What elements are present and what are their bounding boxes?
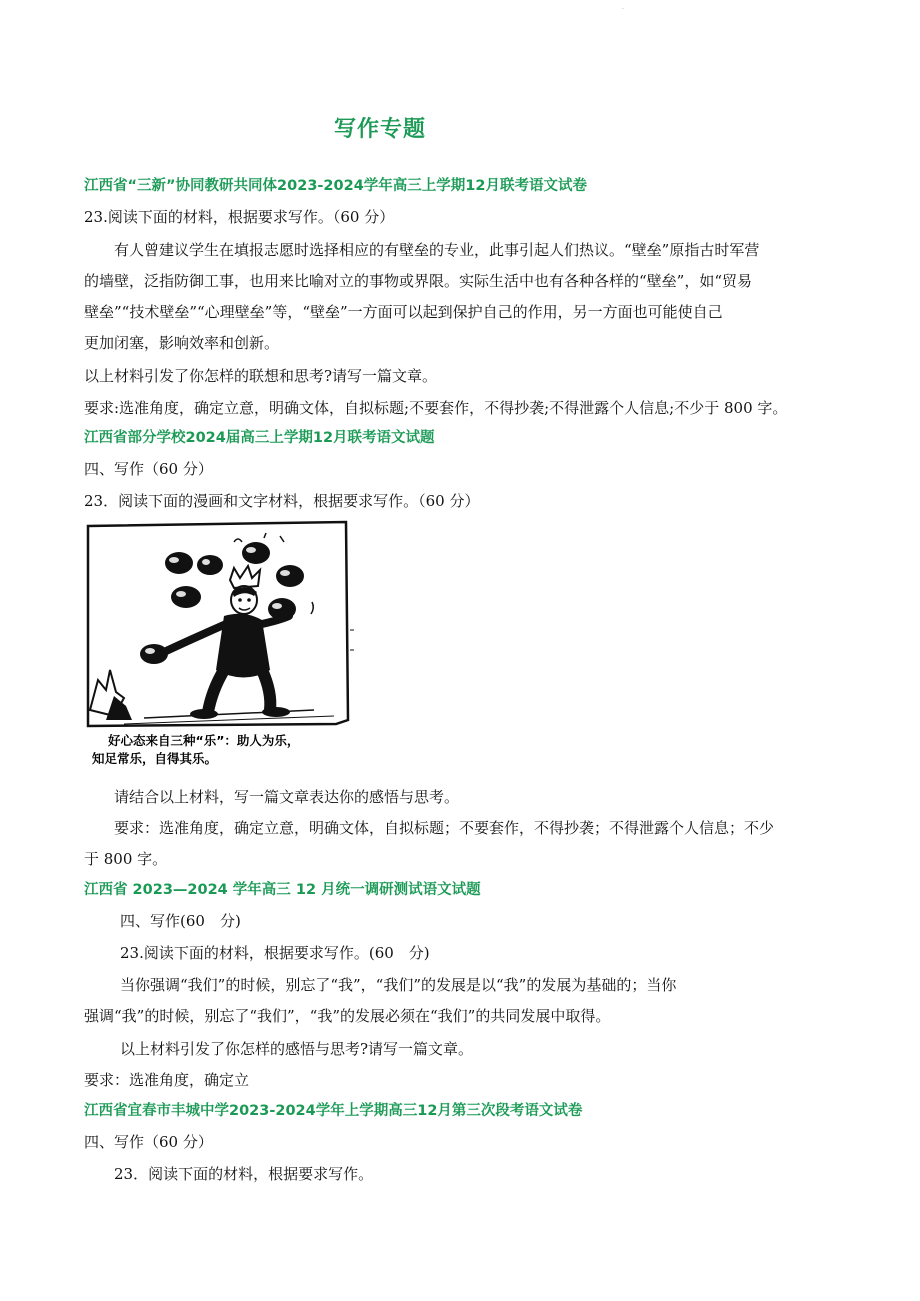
section-1-paragraph: 壁垒”“技术壁垒”“心理壁垒”等，“壁垒”一方面可以起到保护自己的作用，另一方面也可能使自己 [84,303,723,321]
page-mark: · [622,6,624,13]
section-3-prompt: 以上材料引发了你怎样的感悟与思考?请写一篇文章。 [120,1040,474,1058]
section-1-paragraph: 的墙壁，泛指防御工事，也用来比喻对立的事物或界限。实际生活中也有各种各样的“壁垒”，如“贸易 [84,272,753,290]
section-2-requirements-cont: 于 800 字。 [84,850,168,868]
section-1-source: 江西省“三新”协同教研共同体2023-2024学年高三上学期12月联考语文试卷 [84,178,587,194]
section-4-question: 23．阅读下面的材料，根据要求写作。 [114,1165,374,1183]
section-1-paragraph: 有人曾建议学生在填报志愿时选择相应的有壁垒的专业，此事引起人们热议。“壁垒”原指古时军营 [114,241,760,259]
section-4-source: 江西省宜春市丰城中学2023-2024学年上学期高三12月第三次段考语文试卷 [84,1103,583,1119]
section-1-paragraph: 更加闭塞，影响效率和创新。 [84,334,280,352]
section-3-paragraph: 强调“我”的时候，别忘了“我们”，“我”的发展必须在“我们”的共同发展中取得。 [84,1007,611,1025]
section-3-requirements: 要求：选准角度，确定立 [84,1071,250,1089]
cartoon-caption-line-2: 知足常乐，自得其乐。 [92,751,218,766]
section-2-prompt: 请结合以上材料，写一篇文章表达你的感悟与思考。 [114,788,460,806]
section-3-source: 江西省 2023—2024 学年高三 12 月统一调研测试语文试题 [84,882,481,898]
section-4-heading: 四、写作（60 分） [84,1133,213,1151]
section-1-prompt: 以上材料引发了你怎样的联想和思考?请写一篇文章。 [84,367,438,385]
page-title: 写作专题 [333,117,426,142]
section-1-question: 23.阅读下面的材料，根据要求写作。（60 分） [84,208,395,226]
section-2-question: 23．阅读下面的漫画和文字材料，根据要求写作。（60 分） [84,492,480,510]
section-3-paragraph: 当你强调“我们”的时候，别忘了“我”，“我们”的发展是以“我”的发展为基础的；当你 [120,976,677,994]
section-1-requirements: 要求:选准角度，确定立意，明确文体，自拟标题;不要套作，不得抄袭;不得泄露个人信息;不少于 800 字。 [84,399,788,417]
section-3-heading: 四、写作(60 分) [120,912,241,930]
section-2-requirements: 要求：选准角度，确定立意，明确文体，自拟标题；不要套作，不得抄袭；不得泄露个人信息；不少 [114,819,775,837]
section-2-heading: 四、写作（60 分） [84,460,213,478]
section-2-source: 江西省部分学校2024届高三上学期12月联考语文试题 [84,430,435,446]
juggling-cartoon [84,520,359,775]
section-3-question: 23.阅读下面的材料，根据要求写作。(60 分) [120,944,430,962]
cartoon-caption-line-1: 好心态来自三种“乐”：助人为乐， [108,733,300,748]
